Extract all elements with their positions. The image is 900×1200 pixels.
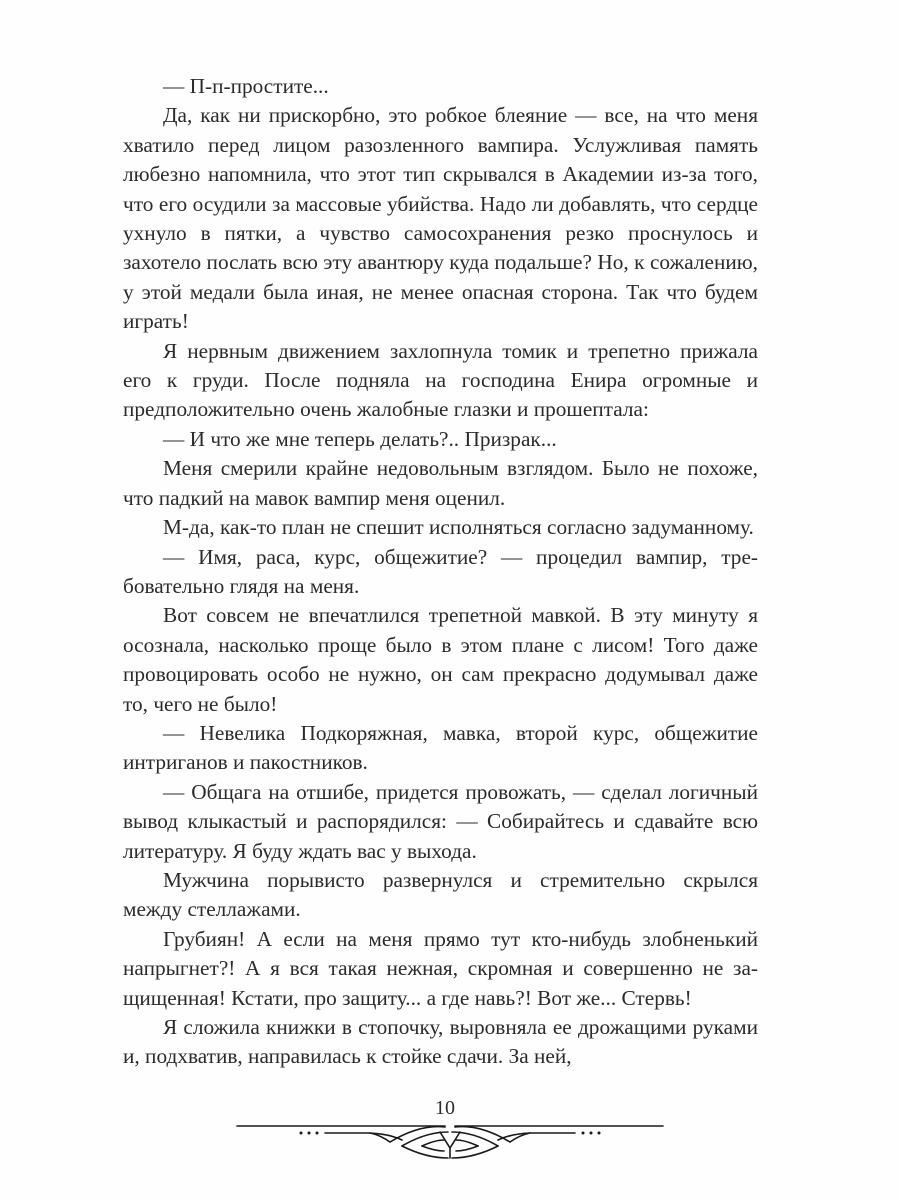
footer-ornament-icon: [230, 1118, 670, 1168]
paragraph: Я сложила книжки в стопочку, выровняла ее дрожащими руками и, подхватив, направилась к стойке сдачи. За ней,: [123, 1015, 758, 1069]
paragraph: Я нервным движением захлопнула томик и трепетно прижала его к груди. После подняла на господина Енира огромные и предположительно очень жалобные глазки и прошептала:: [123, 338, 758, 422]
paragraph: Вот совсем не впечатлился трепетной мавкой. В эту минуту я осознала, насколько проще было в этом плане с лисом! Того даже провоцировать особо не нужно, он сам прекрасно додумывал даже то, чего не было!: [123, 603, 758, 716]
paragraph: Мужчина порывисто развернулся и стремительно скрылся между стеллажами.: [123, 867, 758, 922]
paragraph: — Имя, раса, курс, общежитие? — процедил вампир, требовательно глядя на меня.: [123, 544, 758, 598]
paragraph: — Общага на отшибе, придется провожать, — сделал логичный вывод клыкастый и распорядился: — Собирайтесь и сдавайте всю литературу. Я буду ждать вас у выхода.: [123, 779, 758, 863]
paragraph: Грубиян! А если на меня прямо тут кто-нибудь злобненький напрыгнет?! А я вся такая нежная, скромная и совершенно не защищенная! Кстати, про защиту... а где навь?! Вот же... Стервь!: [123, 926, 758, 1010]
body-text: [123, 72, 758, 1072]
paragraph: — Невелика Подкоряжная, мавка, второй курс, общежитие интриганов и пакостников.: [123, 720, 758, 775]
paragraph: М-да, как-то план не спешит исполняться согласно задуманному.: [163, 515, 754, 540]
paragraph: — П-п-простите...: [163, 74, 329, 98]
paragraph: Да, как ни прискорбно, это робкое блеяние — все, на что меня хватило перед лицом разозленного вампира. Услужливая память любезно напомнила, что этот тип скрывался в Академии из-за того, что его осудили за массовые убийства. Надо ли добавлять, что сердце ухнуло в пятки, а чувство самосохранения резко проснулось и захотело послать всю эту авантюру куда подальше? Но, к сожалению, у этой медали была иная, не менее опасная сторона. Так что будем играть!: [123, 103, 758, 334]
paragraph: — И что же мне теперь делать?.. Призрак...: [163, 426, 557, 451]
paragraph: Меня смерили крайне недовольным взглядом. Было не похоже, что падкий на мавок вампир меня оценил.: [123, 456, 758, 510]
page-number: 10: [435, 1097, 455, 1119]
